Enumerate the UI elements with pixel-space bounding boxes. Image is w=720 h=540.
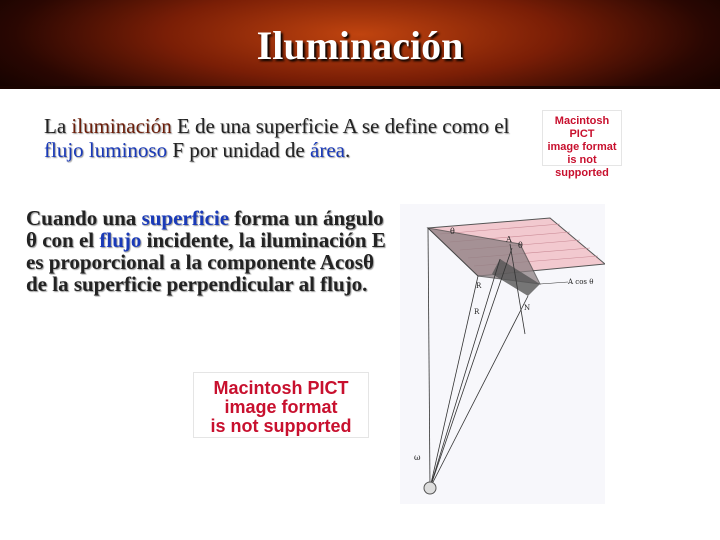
explanation-paragraph	[26, 207, 386, 295]
label-r2: R	[474, 308, 480, 316]
text-run: Cuando una	[26, 206, 142, 230]
placeholder-line: is not supported	[210, 416, 352, 436]
label-n: N	[524, 304, 531, 312]
unsupported-image-placeholder	[193, 372, 369, 438]
slide-title: Iluminación	[256, 23, 464, 68]
text-run: La	[44, 114, 72, 138]
term-flujo-luminoso: flujo luminoso	[44, 138, 168, 162]
text-run: incidente, la iluminación E es proporcional a la componente Acosθ de la superficie perpendicular al flujo.	[26, 228, 386, 296]
text-run: .	[344, 138, 351, 162]
placeholder-line: is not supported	[555, 154, 609, 179]
label-theta-mid: θ	[518, 241, 523, 250]
definition-paragraph	[44, 114, 534, 162]
label-acos: A cos θ	[568, 278, 594, 286]
light-source	[424, 482, 436, 494]
term-flujo: flujo	[99, 228, 142, 252]
label-theta-top: θ	[450, 227, 455, 236]
label-omega: ω	[414, 453, 421, 462]
illumination-diagram	[400, 204, 605, 504]
text-run: forma un ángulo θ con el	[26, 206, 384, 252]
term-superficie: superficie	[141, 206, 230, 230]
text-run: E de una superficie A se define como el	[171, 114, 510, 138]
placeholder-line: Macintosh PICT	[554, 115, 610, 140]
term-area: área	[310, 138, 345, 162]
term-iluminacion: iluminación	[71, 114, 172, 138]
text-run: F por unidad de	[167, 138, 310, 162]
placeholder-line: Macintosh PICT	[213, 378, 349, 398]
unsupported-image-placeholder	[542, 110, 622, 179]
label-a: A	[506, 235, 512, 244]
placeholder-line: image format	[224, 397, 338, 417]
label-r1: R	[476, 282, 482, 290]
placeholder-line: image format	[547, 141, 617, 153]
